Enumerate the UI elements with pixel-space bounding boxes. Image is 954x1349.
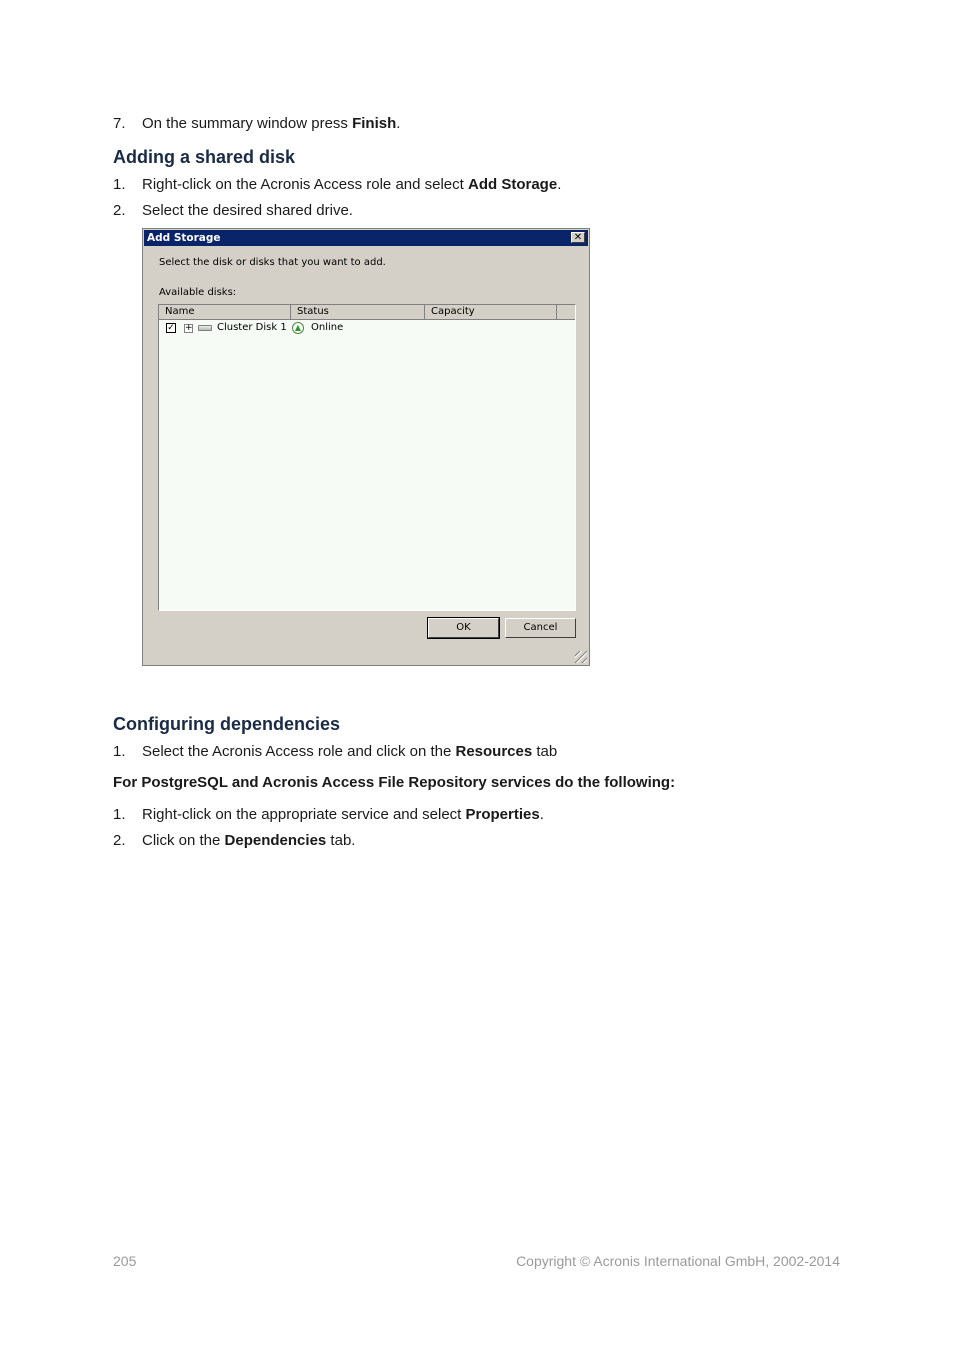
services-subheading: For PostgreSQL and Acronis Access File Repository services do the following: bbox=[113, 774, 676, 791]
heading-configuring-dependencies: Configuring dependencies bbox=[113, 714, 341, 734]
heading-adding-shared-disk: Adding a shared disk bbox=[113, 147, 296, 167]
disk-status: Online bbox=[311, 322, 344, 333]
column-capacity[interactable]: Capacity bbox=[425, 305, 557, 319]
step-text: Right-click on the Acronis Access role and select Add Storage. bbox=[142, 176, 562, 193]
resize-grip-icon[interactable] bbox=[575, 651, 587, 663]
step-number: 1. bbox=[113, 806, 126, 823]
step-text: Select the Acronis Access role and click on the Resources tab bbox=[142, 743, 558, 760]
add-storage-dialog bbox=[142, 228, 590, 666]
disk-list[interactable] bbox=[158, 304, 576, 611]
ok-button[interactable]: OK bbox=[428, 618, 499, 638]
disk-icon bbox=[198, 325, 212, 331]
dialog-title: Add Storage bbox=[147, 232, 221, 244]
step-number: 2. bbox=[113, 832, 126, 849]
disk-checkbox[interactable]: ✓ bbox=[167, 323, 175, 333]
dialog-titlebar bbox=[144, 230, 588, 246]
step-text: Click on the Dependencies tab. bbox=[142, 832, 356, 849]
step-number: 1. bbox=[113, 743, 126, 760]
step-text: On the summary window press Finish. bbox=[142, 115, 401, 132]
close-button[interactable]: ✕ bbox=[571, 232, 585, 243]
dialog-instruction: Select the disk or disks that you want to add. bbox=[159, 257, 386, 268]
step-text: Right-click on the appropriate service and select Properties. bbox=[142, 806, 544, 823]
table-row[interactable] bbox=[159, 321, 575, 335]
cancel-button[interactable]: Cancel bbox=[505, 618, 576, 638]
online-status-icon: ▲ bbox=[292, 322, 304, 334]
page-number: 205 bbox=[113, 1253, 137, 1269]
step-number: 2. bbox=[113, 202, 126, 219]
step-number: 7. bbox=[113, 115, 126, 132]
copyright-notice: Copyright © Acronis International GmbH, 2002-2014 bbox=[516, 1253, 840, 1269]
disk-name: Cluster Disk 1 bbox=[217, 322, 287, 333]
column-status[interactable]: Status bbox=[291, 305, 425, 319]
expand-icon[interactable]: + bbox=[185, 323, 193, 333]
step-text: Select the desired shared drive. bbox=[142, 202, 353, 219]
column-name[interactable]: Name bbox=[159, 305, 291, 319]
step-number: 1. bbox=[113, 176, 126, 193]
available-disks-label: Available disks: bbox=[159, 287, 237, 298]
list-header bbox=[159, 305, 575, 320]
